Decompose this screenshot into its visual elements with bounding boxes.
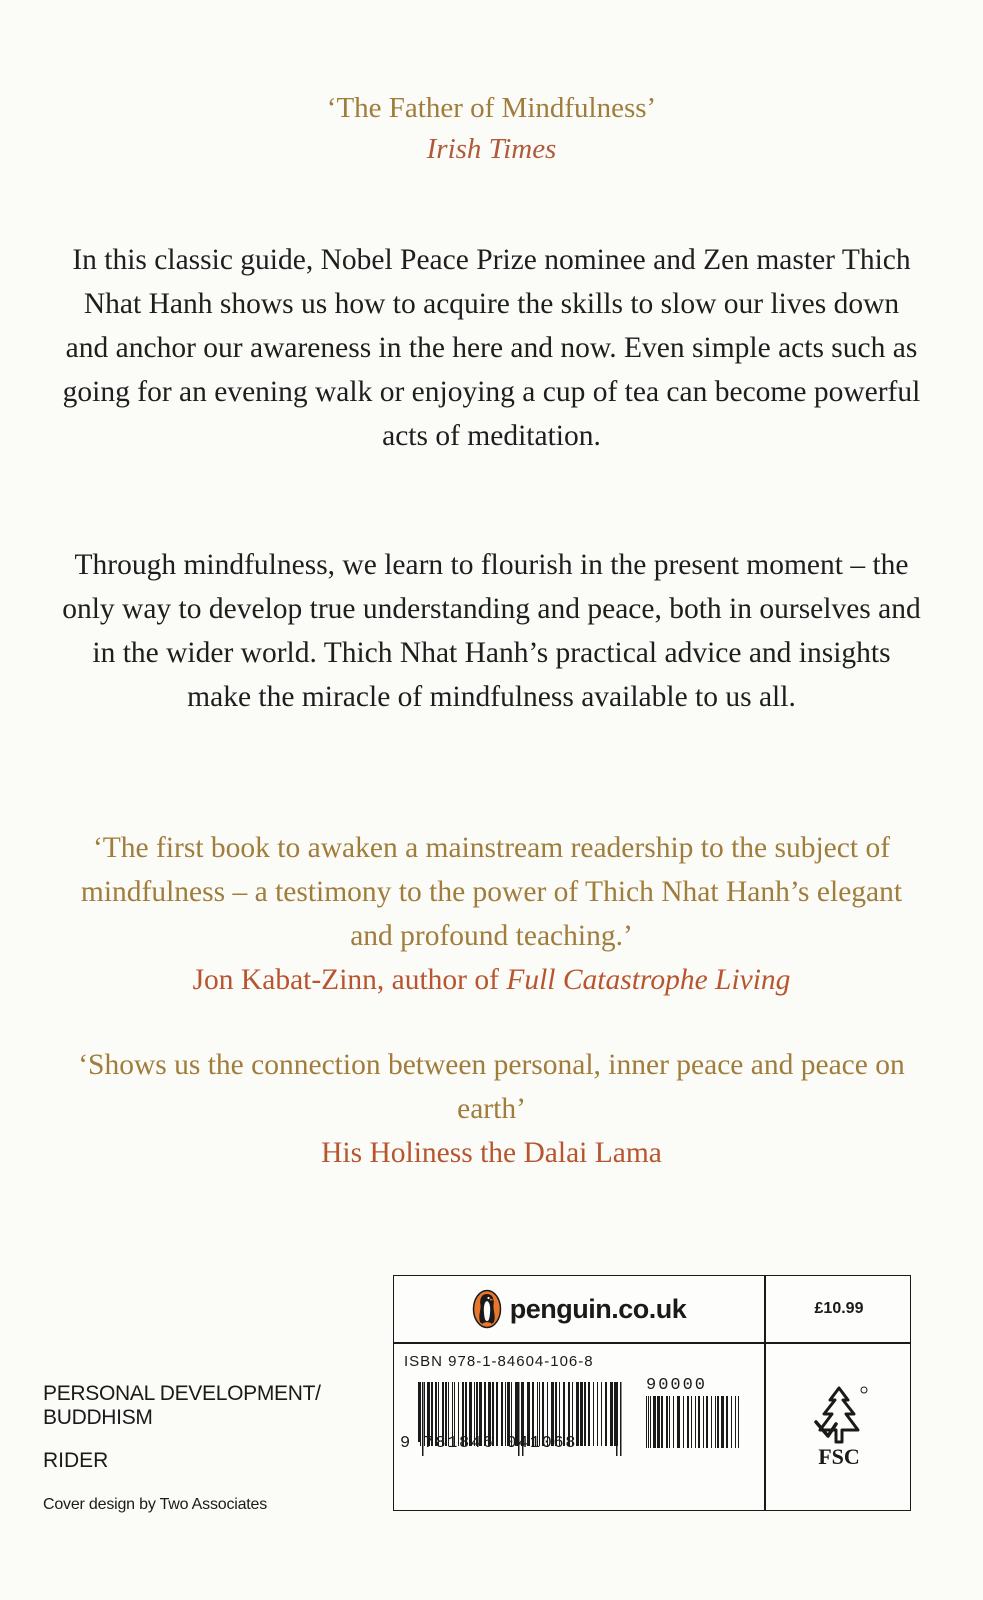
top-quote-text: ‘The Father of Mindfulness’ <box>326 92 657 124</box>
blurb-paragraph-1 <box>60 238 923 458</box>
addon-bar-20 <box>721 1396 724 1448</box>
review-1-author: Jon Kabat-Zinn, author of <box>192 964 507 996</box>
penguin-logo-icon <box>472 1289 502 1329</box>
price-label: £10.99 <box>814 1300 864 1317</box>
review-1-attribution <box>60 958 923 1002</box>
blurb-text-1: In this classic guide, Nobel Peace Prize nominee and Zen master Thich Nhat Hanh shows us how to acquire the skills to slow our lives down and anchor our awareness in the here and now. Even simple acts such as going for an evening walk or enjoying a cup of tea can become powerful acts of meditation. <box>62 244 921 452</box>
addon-barcode-bars <box>646 1396 739 1448</box>
addon-bar-5 <box>661 1396 663 1448</box>
barcode-bar-43 <box>588 1382 590 1446</box>
fsc-tree-icon <box>806 1384 872 1446</box>
fsc-label: FSC <box>818 1444 860 1469</box>
penguin-website-row <box>394 1276 764 1342</box>
category-label <box>43 1382 321 1430</box>
addon-bar-24 <box>738 1396 739 1448</box>
addon-bar-0 <box>646 1396 647 1448</box>
addon-bar-12 <box>691 1396 692 1448</box>
addon-bar-13 <box>695 1396 696 1448</box>
addon-bar-11 <box>687 1396 689 1448</box>
addon-bar-19 <box>717 1396 719 1448</box>
blurb-text-2: Through mindfulness, we learn to flourish in the present moment – the only way to develop true understanding and peace, both in ourselves and in the wider world. Thich Nhat Hanh’s practical advice and insights make the miracle of mindfulness available to us all. <box>62 549 921 713</box>
publisher-label: RIDER <box>43 1449 109 1472</box>
addon-bar-18 <box>715 1396 716 1448</box>
review-1 <box>60 826 923 1002</box>
addon-digits: 90000 <box>646 1376 708 1395</box>
cover-credit: Cover design by Two Associates <box>43 1496 268 1513</box>
category-line-2: BUDDHISM <box>43 1406 153 1429</box>
barcode-bar-45 <box>597 1382 598 1446</box>
top-quote-source: Irish Times <box>426 133 557 165</box>
review-2 <box>60 1043 923 1175</box>
top-quote <box>0 88 983 170</box>
barcode <box>400 1376 760 1501</box>
addon-bar-3 <box>653 1396 656 1448</box>
isbn-label: ISBN 978-1-84604-106-8 <box>404 1353 594 1370</box>
barcode-box <box>393 1275 911 1511</box>
guard-bar-5 <box>620 1382 622 1456</box>
review-2-attribution: His Holiness the Dalai Lama <box>321 1137 662 1169</box>
addon-bar-22 <box>731 1396 732 1448</box>
barcode-bar-41 <box>580 1382 583 1446</box>
addon-bar-2 <box>650 1396 651 1448</box>
addon-bar-7 <box>669 1396 670 1448</box>
addon-bar-17 <box>711 1396 712 1448</box>
barcode-bar-49 <box>614 1382 616 1446</box>
review-1-book-title: Full Catastrophe Living <box>506 964 791 996</box>
main-barcode-digits: 9 781846 041068 <box>400 1434 578 1453</box>
barcode-bar-47 <box>605 1382 607 1446</box>
addon-bar-6 <box>666 1396 668 1448</box>
addon-bar-1 <box>648 1396 649 1448</box>
barcode-bar-46 <box>601 1382 602 1446</box>
addon-bar-21 <box>726 1396 728 1448</box>
addon-bar-9 <box>677 1396 680 1448</box>
addon-bar-14 <box>698 1396 700 1448</box>
addon-bar-16 <box>706 1396 708 1448</box>
barcode-bar-44 <box>593 1382 594 1446</box>
barcode-bar-42 <box>584 1382 586 1446</box>
guard-bar-4 <box>616 1382 618 1456</box>
addon-bar-23 <box>735 1396 736 1448</box>
review-1-text: ‘The first book to awaken a mainstream readership to the subject of mindfulness – a testimony to the power of Thich Nhat Hanh’s elegant and profound teaching.’ <box>80 832 903 952</box>
review-2-text: ‘Shows us the connection between personal, inner peace and peace on earth’ <box>78 1049 905 1125</box>
addon-bar-8 <box>673 1396 674 1448</box>
category-line-1: PERSONAL DEVELOPMENT/ <box>43 1382 321 1405</box>
addon-bar-15 <box>703 1396 704 1448</box>
blurb-paragraph-2 <box>60 543 923 719</box>
website-label: penguin.co.uk <box>509 1293 687 1324</box>
addon-bar-4 <box>657 1396 660 1448</box>
addon-bar-10 <box>683 1396 684 1448</box>
barcode-bar-48 <box>610 1382 613 1446</box>
fsc-mark <box>766 1344 912 1510</box>
